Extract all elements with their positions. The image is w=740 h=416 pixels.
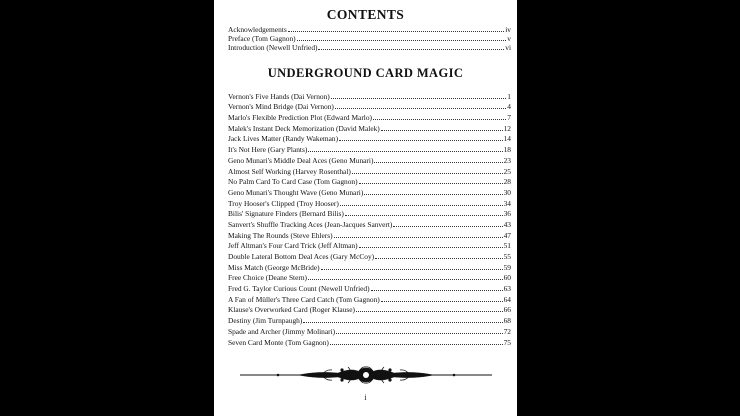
toc-entry	[228, 199, 511, 210]
toc-entry-page: 28	[503, 177, 511, 187]
toc-entry	[228, 209, 511, 220]
toc-entry	[228, 220, 511, 231]
toc-entry-page: 59	[503, 262, 511, 272]
contents-heading: CONTENTS	[326, 7, 405, 22]
dot-leader	[374, 162, 502, 163]
toc-entry	[228, 241, 511, 252]
toc-entry	[228, 284, 511, 295]
dot-leader	[330, 344, 503, 345]
dot-leader	[381, 301, 503, 302]
toc-entry-page: 18	[503, 145, 511, 155]
toc-entry-title: Jeff Altman's Four Card Trick (Jeff Altman)	[228, 241, 358, 251]
toc-entry	[228, 188, 511, 199]
toc-entry-page: vi	[505, 42, 511, 52]
toc-entry-title: Fred G. Taylor Curious Count (Newell Unfried)	[228, 284, 370, 294]
dot-leader	[359, 247, 503, 248]
dot-leader	[345, 215, 503, 216]
toc-entry-page: 34	[503, 198, 511, 208]
toc-entry	[228, 316, 511, 327]
dot-leader	[321, 269, 503, 270]
decorative-flourish-divider-icon	[238, 364, 494, 386]
dot-leader	[393, 226, 502, 227]
toc-entry-title: Marlo's Flexible Prediction Plot (Edward Marlo)	[228, 113, 372, 123]
toc-entry-title: Vernon's Mind Bridge (Dai Vernon)	[228, 102, 334, 112]
toc-entry-title: Troy Hooser's Clipped (Troy Hooser)	[228, 198, 339, 208]
toc-entry-page: 68	[503, 316, 511, 326]
toc-entry-page: 51	[503, 241, 511, 251]
toc-entry	[228, 44, 511, 53]
dot-leader	[297, 40, 507, 41]
toc-entry-page: 12	[503, 123, 511, 133]
front-matter-list	[228, 26, 511, 53]
toc-entry-page: 23	[503, 155, 511, 165]
dot-leader	[303, 322, 502, 323]
toc-entry	[228, 92, 511, 103]
toc-entry-title: No Palm Card To Card Case (Tom Gagnon)	[228, 177, 358, 187]
toc-entry-page: 47	[503, 230, 511, 240]
dot-leader	[352, 173, 503, 174]
toc-entry-title: Making The Rounds (Steve Ehlers)	[228, 230, 333, 240]
dot-leader	[371, 290, 503, 291]
toc-entry-title: Vernon's Five Hands (Dai Vernon)	[228, 91, 330, 101]
toc-entry	[228, 338, 511, 349]
toc-entry-title: Destiny (Jim Turnpaugh)	[228, 316, 303, 326]
toc-entry	[228, 231, 511, 242]
toc-entry	[228, 145, 511, 156]
toc-entry-title: Spade and Archer (Jimmy Molinari)	[228, 326, 336, 336]
toc-entry-page: 66	[503, 305, 511, 315]
dot-leader	[381, 130, 503, 131]
toc-entry-title: Preface (Tom Gagnon)	[228, 33, 296, 43]
toc-entry-title: Seven Card Monte (Tom Gagnon)	[228, 337, 329, 347]
toc-entry	[228, 327, 511, 338]
toc-entry-page: 75	[503, 337, 511, 347]
toc-entry-page: 64	[503, 294, 511, 304]
toc-entry-page: 14	[503, 134, 511, 144]
dot-leader	[375, 258, 502, 259]
toc-entry	[228, 124, 511, 135]
toc-entry-title: Introduction (Newell Unfried)	[228, 42, 318, 52]
toc-entry-page: 63	[503, 284, 511, 294]
dot-leader	[373, 119, 506, 120]
dot-leader	[356, 311, 503, 312]
toc-entry-page: v	[507, 33, 511, 43]
toc-entry	[228, 263, 511, 274]
toc-entry-page: 43	[503, 219, 511, 229]
toc-entry-title: Klause's Overworked Card (Roger Klause)	[228, 305, 355, 315]
toc-entry-title: Acknowledgements	[228, 25, 287, 34]
dot-leader	[288, 31, 505, 32]
toc-entry	[228, 156, 511, 167]
section-heading: UNDERGROUND CARD MAGIC	[267, 65, 464, 80]
toc-entry-page: 36	[503, 209, 511, 219]
toc-entry	[228, 177, 511, 188]
toc-entry-page: 60	[503, 273, 511, 283]
toc-entry-page: iv	[505, 25, 511, 34]
section-entries-list	[228, 92, 511, 349]
toc-entry-title: Sanvert's Shuffle Tracking Aces (Jean-Jacques Sanvert)	[228, 219, 393, 229]
toc-entry	[228, 167, 511, 178]
toc-entry	[228, 305, 511, 316]
toc-entry	[228, 102, 511, 113]
dot-leader	[308, 279, 503, 280]
toc-entry-page: 25	[503, 166, 511, 176]
toc-entry-title: Free Choice (Deane Stern)	[228, 273, 308, 283]
toc-entry	[228, 113, 511, 124]
toc-entry	[228, 295, 511, 306]
dot-leader	[339, 140, 503, 141]
dot-leader	[336, 333, 502, 334]
toc-entry	[228, 134, 511, 145]
dot-leader	[335, 108, 506, 109]
dot-leader	[308, 151, 502, 152]
dot-leader	[364, 194, 502, 195]
toc-entry-title: Bilis' Signature Finders (Bernard Bilis)	[228, 209, 344, 219]
toc-entry	[228, 252, 511, 263]
page-number: i	[364, 393, 367, 402]
toc-entry-title: It's Not Here (Gary Plants)	[228, 145, 308, 155]
book-page	[214, 0, 517, 416]
dot-leader	[331, 98, 507, 99]
toc-entry-page: 72	[503, 326, 511, 336]
toc-entry-page: 4	[507, 102, 511, 112]
toc-entry-title: Geno Munari's Thought Wave (Geno Munari)	[228, 187, 364, 197]
toc-entry-title: A Fan of Müller's Three Card Catch (Tom Gagnon)	[228, 294, 380, 304]
dot-leader	[359, 183, 503, 184]
toc-entry-page: 55	[503, 252, 511, 262]
toc-entry-title: Double Lateral Bottom Deal Aces (Gary McCoy)	[228, 252, 375, 262]
toc-entry-title: Geno Munari's Middle Deal Aces (Geno Munari)	[228, 155, 374, 165]
toc-entry-page: 1	[507, 91, 511, 101]
dot-leader	[318, 49, 504, 50]
toc-entry-title: Malek's Instant Deck Memorization (David Malek)	[228, 123, 380, 133]
dot-leader	[340, 205, 503, 206]
toc-entry-title: Jack Lives Matter (Randy Wakeman)	[228, 134, 339, 144]
dot-leader	[334, 237, 503, 238]
toc-entry-title: Miss Match (George McBride)	[228, 262, 320, 272]
toc-entry	[228, 273, 511, 284]
toc-entry-page: 30	[503, 187, 511, 197]
toc-entry-title: Almost Self Working (Harvey Rosenthal)	[228, 166, 351, 176]
toc-entry-page: 7	[507, 113, 511, 123]
